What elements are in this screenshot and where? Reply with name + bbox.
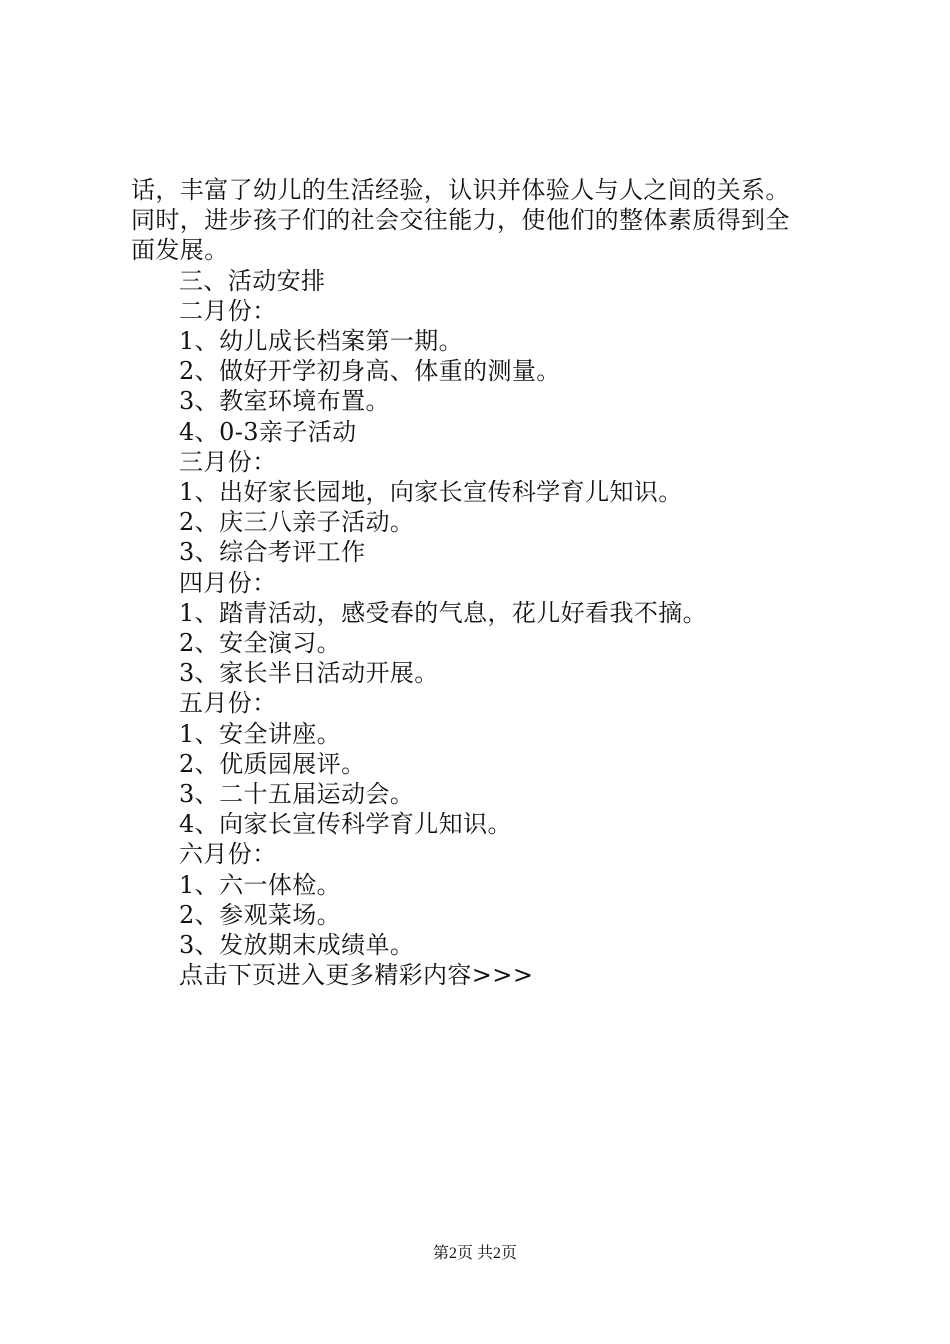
page-indicator: 第2页 共2页: [432, 1245, 517, 1262]
section-heading: 三、活动安排: [179, 266, 326, 295]
more-content-link[interactable]: 点击下页进入更多精彩内容>>>: [179, 961, 534, 990]
month-label-february: 二月份：: [179, 296, 277, 325]
list-item: 1、安全讲座。: [179, 719, 342, 748]
list-item: 1、幼儿成长档案第一期。: [179, 327, 464, 356]
list-item: 3、教室环境布置。: [179, 387, 390, 416]
month-label-june: 六月份：: [179, 840, 277, 869]
list-item: 4、向家长宣传科学育儿知识。: [179, 810, 512, 839]
paragraph-line: 面发展。: [131, 236, 229, 265]
list-item: 2、做好开学初身高、体重的测量。: [179, 357, 561, 386]
list-item: 3、家长半日活动开展。: [179, 659, 439, 688]
month-label-april: 四月份：: [179, 568, 277, 597]
list-item: 1、六一体检。: [179, 870, 342, 899]
paragraph-line: 同时，进步孩子们的社会交往能力，使他们的整体素质得到全: [131, 206, 790, 235]
month-label-may: 五月份：: [179, 689, 277, 718]
list-item: 2、庆三八亲子活动。: [179, 508, 415, 537]
list-item: 2、安全演习。: [179, 629, 342, 658]
list-item: 3、发放期末成绩单。: [179, 931, 415, 960]
month-label-march: 三月份：: [179, 447, 277, 476]
list-item: 4、0-3亲子活动: [179, 417, 357, 446]
list-item: 1、出好家长园地，向家长宣传科学育儿知识。: [179, 478, 683, 507]
list-item: 2、参观菜场。: [179, 900, 342, 929]
document-body: [131, 175, 831, 990]
list-item: 3、二十五届运动会。: [179, 780, 415, 809]
list-item: 3、综合考评工作: [179, 538, 366, 567]
paragraph-line: 话，丰富了幼儿的生活经验，认识并体验人与人之间的关系。: [131, 176, 790, 204]
list-item: 1、踏青活动，感受春的气息，花儿好看我不摘。: [179, 598, 708, 627]
list-item: 2、优质园展评。: [179, 749, 366, 778]
